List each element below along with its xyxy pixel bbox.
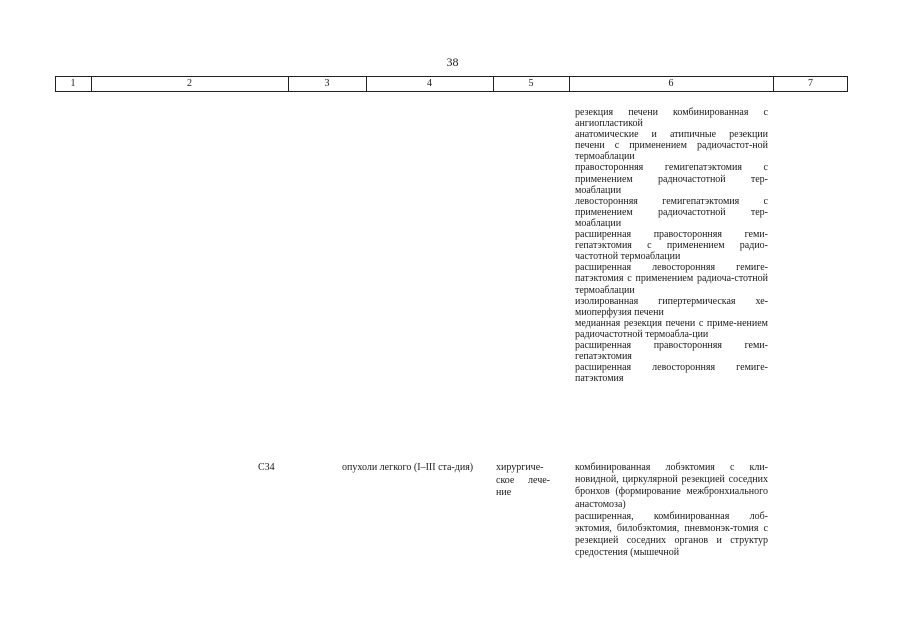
treatment-type bbox=[496, 462, 550, 500]
header-col-5: 5 bbox=[528, 78, 534, 89]
header-col-4: 4 bbox=[427, 78, 432, 89]
procedure-entry: изолированная гипертермическая хе-миоперфузия печени bbox=[575, 295, 768, 318]
continuation-procedures bbox=[575, 107, 768, 384]
row-procedures bbox=[575, 462, 768, 560]
header-col-7: 7 bbox=[808, 78, 813, 89]
procedure-entry: левосторонняя гемигепатэктомия с применением радиочастотной тер-моаблации bbox=[575, 195, 768, 229]
header-col-6: 6 bbox=[668, 78, 674, 89]
header-col-3: 3 bbox=[324, 78, 330, 89]
table-header-row bbox=[55, 76, 848, 92]
procedure-entry: медианная резекция печени с приме-нением радиочастотной термоабла-ции bbox=[575, 317, 768, 340]
procedure-entry: расширенная правосторонняя геми-гепатэктомия с применением радио-частотной термоаблации bbox=[575, 229, 768, 263]
procedure-entry: расширенная левосторонняя гемиге-патэктомия bbox=[575, 362, 768, 385]
procedure-entry: правосторонняя гемигепатэктомия с применением радночастотной тер-моаблации bbox=[575, 162, 768, 196]
header-col-2: 2 bbox=[187, 78, 192, 89]
patient-model: опухоли легкого (I–III ста-дия) bbox=[342, 462, 474, 473]
header-col-1: 1 bbox=[70, 78, 76, 89]
treatment-line: хирургиче- bbox=[496, 462, 544, 473]
procedure-entry: комбинированная лобэктомия с кли-новидной, циркулярной резекцией соседних бронхов (формирование межбронхиального анастомоза) bbox=[575, 462, 768, 510]
procedure-entry: анатомические и атипичные резекции печени с применением радиочастот-ной термоаблации bbox=[575, 129, 768, 163]
page-number: 38 bbox=[446, 55, 459, 69]
header-divider bbox=[847, 77, 848, 91]
diagnosis-code: С34 bbox=[258, 462, 275, 473]
procedure-entry: расширенная, комбинированная лоб-эктомия, билобэктомия, пневмонэк-томия с резекцией соседних органов и структур средостения (мышечной bbox=[575, 510, 768, 559]
procedure-entry: резекция печени комбинированная с ангиопластикой bbox=[575, 107, 768, 130]
procedure-entry: расширенная левосторонняя гемиге-патэктомия с применением радиоча-стотной термоаблации bbox=[575, 262, 768, 296]
treatment-line: ское лече- bbox=[496, 474, 550, 486]
procedure-entry: расширенная правосторонняя геми-гепатэктомия bbox=[575, 339, 768, 363]
treatment-line: ние bbox=[496, 487, 512, 498]
